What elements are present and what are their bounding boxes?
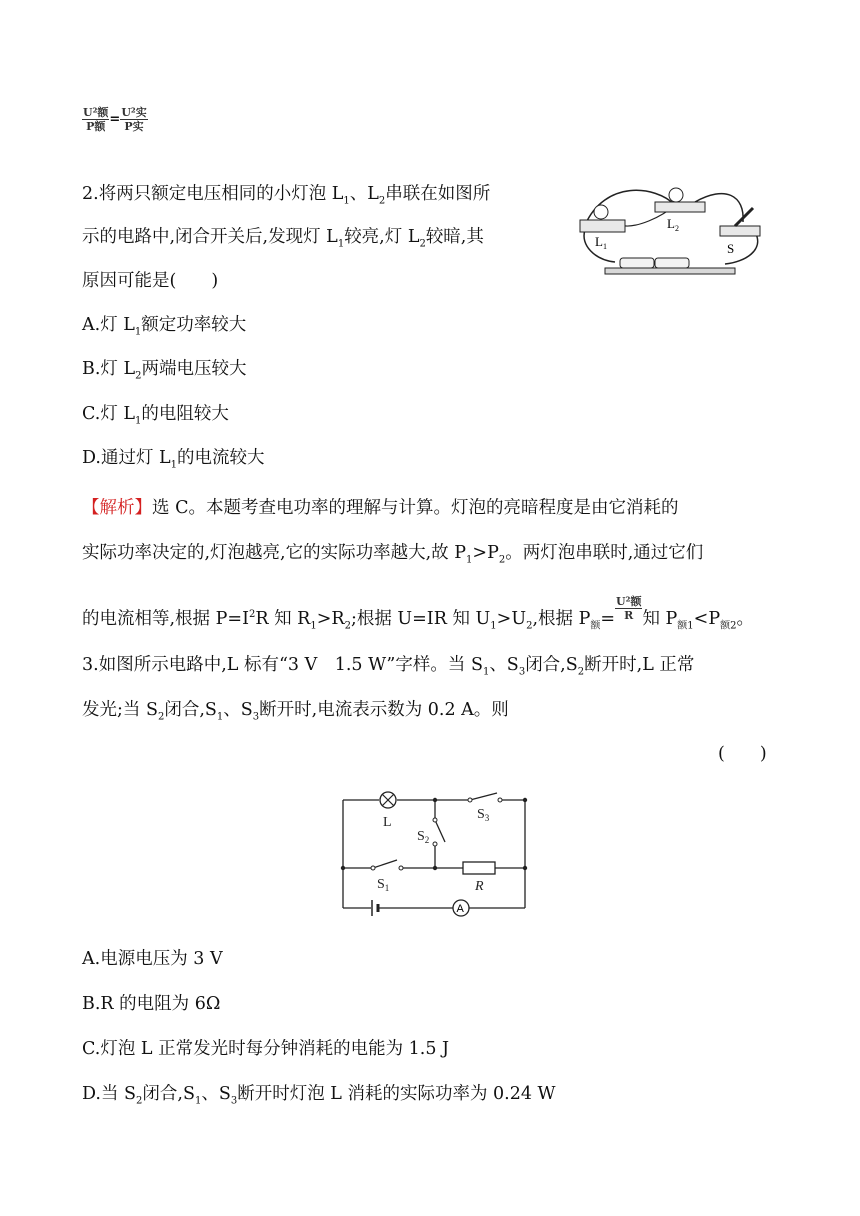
analysis-line-1: 【解析】选 C。本题考查电功率的理解与计算。灯泡的亮暗程度是由它消耗的 (82, 498, 679, 518)
svg-text:R: R (475, 879, 484, 894)
svg-text:L2: $L_2$ (667, 216, 679, 233)
q3-line-1: 3.如图所示电路中,L 标有“3 V 1.5 W”字样。当 $S_1$、$S_3$闭合$,S_2$断开时,L 正常 (82, 655, 695, 678)
battery-icon (620, 258, 654, 268)
battery-holder (605, 268, 735, 274)
answer-parentheses: ( ) (718, 744, 767, 764)
switch-base (720, 226, 760, 236)
q2-line-1: 2.将两只额定电压相同的小灯泡 $L_1$、$L_2$串联在如图所 (82, 184, 491, 207)
l2-bulb-icon (669, 188, 683, 202)
fraction-u-rated-over-p-rated (82, 106, 109, 133)
fraction-u-actual-over-p-actual (120, 106, 147, 133)
fraction-numerator: U²额 (616, 594, 642, 608)
analysis-line-3: 的电流相等,根据 $P=I^2R$ 知 $R_1>R_2$;根据 U=IR 知 $U_1>U_2$,根据 $P_额=$ $\frac{\text{U²额}}{R}$ 知 $P_{额1}<P_{额2}$。 (82, 594, 754, 632)
battery-icon (655, 258, 689, 268)
equals-sign: = (109, 112, 121, 127)
lamp-icon (380, 792, 396, 808)
svg-text:L: L (383, 815, 392, 830)
svg-text:S: S (727, 241, 735, 256)
analysis-line-2: 实际功率决定的,灯泡越亮,它的实际功率越大,故 $P_1>P_2$。两灯泡串联时,通过它们 (82, 543, 704, 566)
l2-base (655, 202, 705, 212)
q2-option-c[interactable]: C.灯 $L_1$的电阻较大 (82, 404, 229, 427)
q3-option-a[interactable]: A.电源电压为 3 V (82, 949, 223, 969)
fraction-numerator: U²实 (121, 106, 147, 119)
fraction-u-rated-over-r (615, 595, 642, 622)
battery-icon (372, 900, 378, 916)
q2-circuit-figure (575, 180, 775, 280)
top-formula (82, 106, 148, 133)
q2-option-b[interactable]: B.灯 $L_2$两端电压较大 (82, 359, 247, 382)
l1-base (580, 220, 625, 232)
q3-line-2: 发光;当 $S_2$闭合$,S_1$、$S_3$断开时,电流表示数为 0.2 A。则 (82, 700, 509, 723)
svg-text:S1: $S_1$ (377, 877, 390, 893)
svg-text:S3: $S_3$ (477, 807, 490, 823)
q3-circuit-diagram (335, 790, 535, 920)
svg-text:L1: $L_1$ (595, 234, 607, 251)
fraction-numerator: U²额 (83, 106, 109, 119)
q2-option-d[interactable]: D.通过灯 $L_1$的电流较大 (82, 448, 265, 471)
fraction-denominator: R (624, 608, 634, 622)
fraction-denominator: P实 (124, 120, 144, 133)
q2-line-2: 示的电路中,闭合开关后,发现灯 $L_1$较亮,灯 $L_2$较暗,其 (82, 227, 484, 250)
l1-bulb-icon (594, 205, 608, 219)
q2-line-3: 原因可能是( ) (82, 271, 219, 291)
q3-option-b[interactable]: B.R 的电阻为 6Ω (82, 994, 221, 1014)
svg-text:S2: $S_2$ (417, 829, 430, 845)
svg-text:A: A (456, 903, 464, 915)
fraction-denominator: P额 (86, 120, 106, 133)
q3-option-d[interactable]: D.当 $S_2$闭合$,S_1$、$S_3$断开时灯泡 L 消耗的实际功率为 0.24 W (82, 1084, 556, 1107)
q2-option-a[interactable]: A.灯 $L_1$额定功率较大 (82, 315, 247, 338)
analysis-tag: 【解析】 (82, 498, 152, 518)
resistor-icon (463, 862, 495, 874)
q3-option-c[interactable]: C.灯泡 L 正常发光时每分钟消耗的电能为 1.5 J (82, 1039, 450, 1059)
switch-lever-icon (735, 208, 753, 226)
